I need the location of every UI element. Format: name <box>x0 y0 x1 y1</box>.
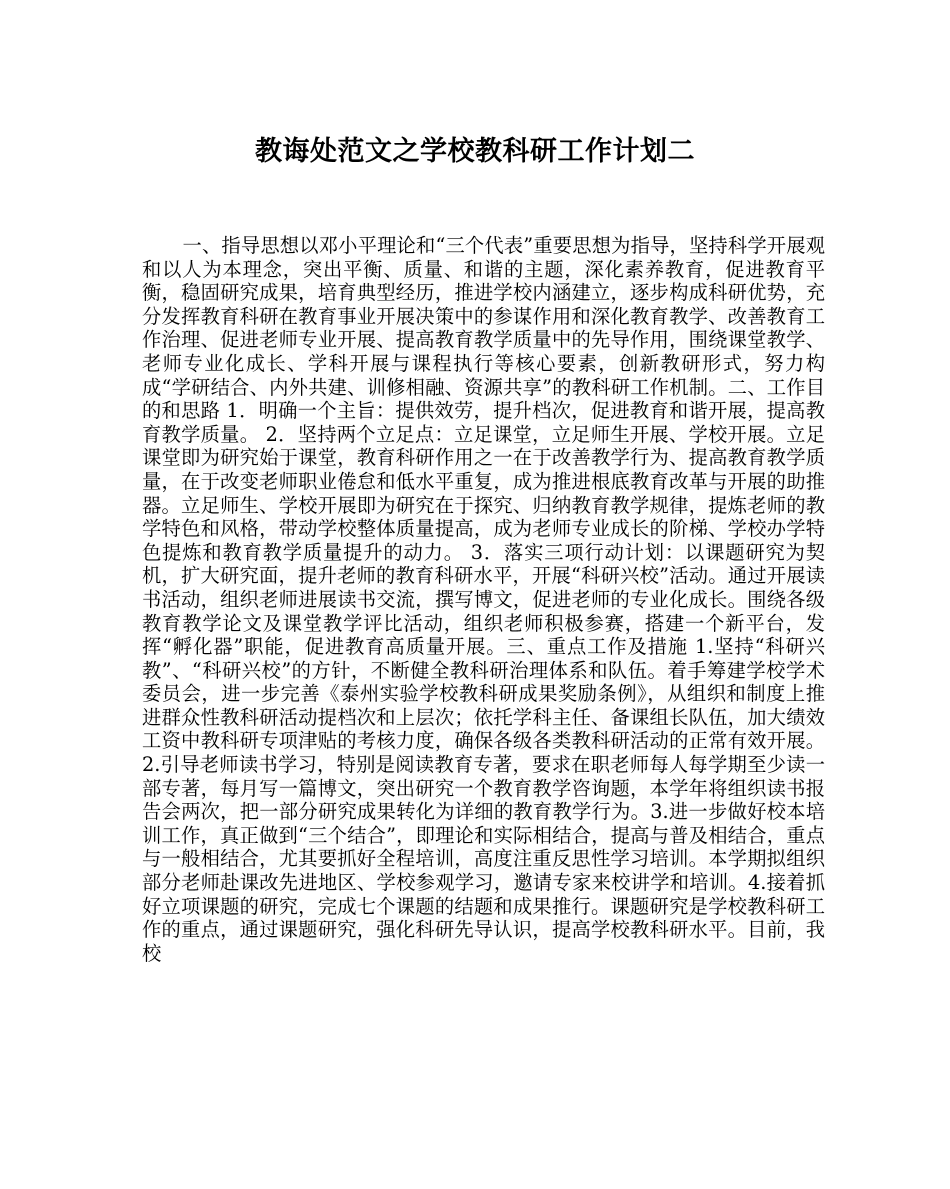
document-body <box>142 234 825 965</box>
body-paragraph: 一、指导思想以邓小平理论和“三个代表”重要思想为指导，坚持科学开展观和以人为本理念，突出平衡、质量、和谐的主题，深化素养教育，促进教育平衡，稳固研究成果，培育典型经历，推进学校内涵建立，逐步构成科研优势，充分发挥教育科研在教育事业开展决策中的参谋作用和深化教育教学、改善教育工作治理、促进老师专业开展、提高教育教学质量中的先导作用，围绕课堂教学、老师专业化成长、学科开展与课程执行等核心要素，创新教研形式，努力构成“学研结合、内外共建、训修相融、资源共享”的教科研工作机制。二、工作目的和思路 1．明确一个主旨：提供效劳，提升档次，促进教育和谐开展，提高教育教学质量。 2．坚持两个立足点：立足课堂，立足师生开展、学校开展。立足课堂即为研究始于课堂，教育科研作用之一在于改善教学行为、提高教育教学质量，在于改变老师职业倦怠和低水平重复，成为推进根底教育改革与开展的助推器。立足师生、学校开展即为研究在于探究、归纳教育教学规律，提炼老师的教学特色和风格，带动学校整体质量提高，成为老师专业成长的阶梯、学校办学特色提炼和教育教学质量提升的动力。 3．落实三项行动计划：以课题研究为契机，扩大研究面，提升老师的教育科研水平，开展“科研兴校”活动。通过开展读书活动，组织老师进展读书交流，撰写博文，促进老师的专业化成长。围绕各级教育教学论文及课堂教学评比活动，组织老师积极参赛，搭建一个新平台，发挥“孵化器”职能，促进教育高质量开展。三、重点工作及措施 1.坚持“科研兴教”、“科研兴校”的方针，不断健全教科研治理体系和队伍。着手筹建学校学术委员会，进一步完善《泰州实验学校教科研成果奖励条例》，从组织和制度上推进群众性教科研活动提档次和上层次；依托学科主任、备课组长队伍，加大绩效工资中教科研专项津贴的考核力度，确保各级各类教科研活动的正常有效开展。2.引导老师读书学习，特别是阅读教育专著，要求在职老师每人每学期至少读一部专著，每月写一篇博文，突出研究一个教育教学咨询题，本学年将组织读书报告会两次，把一部分研究成果转化为详细的教育教学行为。3.进一步做好校本培训工作，真正做到“三个结合”，即理论和实际相结合，提高与普及相结合，重点与一般相结合，尤其要抓好全程培训，高度注重反思性学习培训。本学期拟组织部分老师赴课改先进地区、学校参观学习，邀请专家来校讲学和培训。4.接着抓好立项课题的研究，完成七个课题的结题和成果推行。课题研究是学校教科研工作的重点，通过课题研究，强化科研先导认识，提高学校教科研水平。目前，我校 <box>142 234 825 965</box>
document-title: 教诲处范文之学校教科研工作计划二 <box>255 136 695 167</box>
